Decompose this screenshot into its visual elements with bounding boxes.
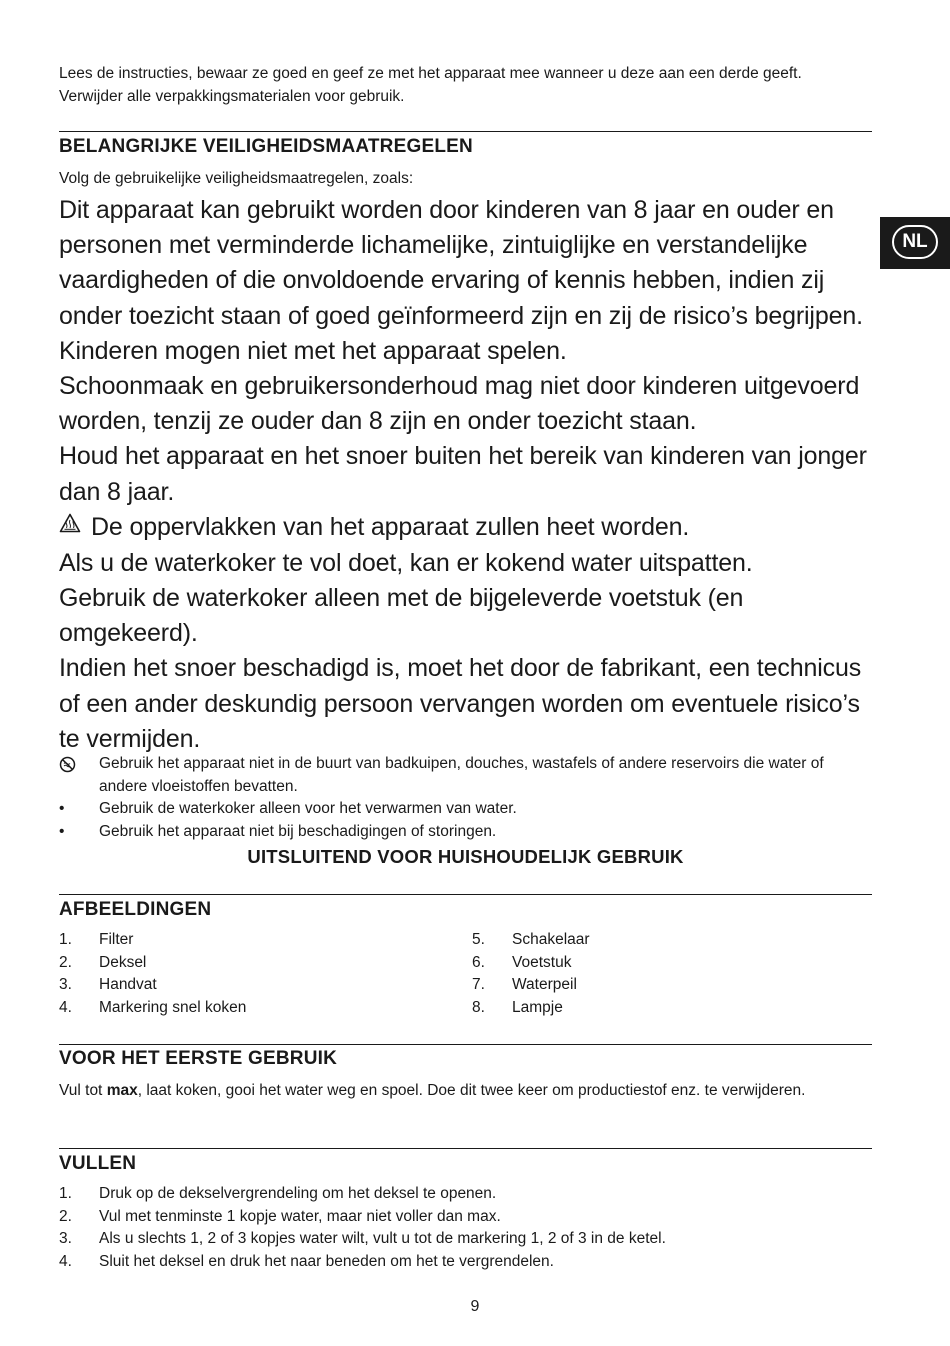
safety-paragraph: Houd het apparaat en het snoer buiten het bereik van kinderen van jonger dan 8 jaar. — [59, 442, 867, 506]
list-item: 6. Voetstuk — [472, 953, 572, 971]
safety-heading: BELANGRIJKE VEILIGHEIDSMAATREGELEN — [59, 136, 473, 157]
list-item: 8. Lampje — [472, 998, 563, 1016]
list-item: 1. Druk op de dekselvergrendeling om het deksel te openen. — [59, 1185, 497, 1202]
section-divider — [59, 1148, 872, 1149]
list-item: 3. Handvat — [59, 976, 157, 994]
household-only-title: UITSLUITEND VOOR HUISHOUDELIJK GEBRUIK — [247, 846, 684, 867]
safety-paragraph: Indien het snoer beschadigd is, moet het door de fabrikant, een technicus of een ander deskundig persoon vervangen worden om eventuele risico’s te vermijden. — [59, 654, 862, 753]
safety-bullets — [59, 753, 872, 843]
list-item: 5. Schakelaar — [472, 931, 590, 948]
filling-steps — [59, 1183, 666, 1273]
filling-heading: VULLEN — [59, 1153, 137, 1174]
first-use-heading: VOOR HET EERSTE GEBRUIK — [59, 1048, 338, 1069]
list-item: Gebruik het apparaat niet in de buurt van badkuipen, douches, wastafels of andere reservoirs die water of andere vloeistoffen bevatten. — [59, 753, 872, 798]
figures-heading: AFBEELDINGEN — [59, 899, 212, 920]
safety-paragraph: Als u de waterkoker te vol doet, kan er kokend water uitspatten. — [59, 548, 753, 577]
page-number: 9 — [470, 1298, 480, 1315]
safety-paragraph: Gebruik de waterkoker alleen met de bijgeleverde voetstuk (en omgekeerd). — [59, 584, 744, 648]
section-divider — [59, 1044, 872, 1045]
list-item: 1. Filter — [59, 931, 134, 948]
list-item: • Gebruik het apparaat niet bij beschadigingen of storingen. — [59, 821, 872, 844]
figures-list-right — [472, 929, 590, 1019]
safety-subheading: Volg de gebruikelijke veiligheidsmaatregelen, zoals: — [59, 170, 414, 187]
first-use-text: Vul tot max, laat koken, gooi het water weg en spoel. Doe dit twee keer om productiestof enz. te verwijderen. — [59, 1082, 806, 1099]
safety-paragraph: Schoonmaak en gebruikersonderhoud mag niet door kinderen uitgevoerd worden, tenzij ze ouder dan 8 zijn en onder toezicht staan. — [59, 372, 860, 436]
safety-large-text — [59, 193, 879, 757]
list-item: 2. Deksel — [59, 953, 147, 971]
figures-list-left — [59, 929, 246, 1019]
bullet-dot-icon: • — [59, 822, 65, 840]
list-item: 4. Markering snel koken — [59, 998, 247, 1016]
safety-paragraph-hot-surface: De oppervlakken van het apparaat zullen heet worden. — [59, 510, 879, 546]
section-divider — [59, 894, 872, 895]
language-badge: NL — [892, 225, 938, 259]
list-item: 3. Als u slechts 1, 2 of 3 kopjes water wilt, vult u tot de markering 1, 2 of 3 in de ketel. — [59, 1230, 666, 1248]
bullet-dot-icon: • — [59, 800, 65, 817]
no-water-icon — [59, 753, 79, 778]
intro-text: Lees de instructies, bewaar ze goed en geef ze met het apparaat mee wanneer u deze aan een derde geeft. Verwijder alle verpakkingsmaterialen voor gebruik. — [59, 65, 802, 105]
section-divider — [59, 131, 872, 132]
safety-paragraph: Kinderen mogen niet met het apparaat spelen. — [59, 336, 567, 365]
list-item: 7. Waterpeil — [472, 976, 577, 994]
list-item: • Gebruik de waterkoker alleen voor het verwarmen van water. — [59, 798, 872, 821]
language-tab — [880, 217, 950, 269]
safety-paragraph: Dit apparaat kan gebruikt worden door kinderen van 8 jaar en ouder en personen met verminderde lichamelijke, zintuiglijke en verstandelijke vaardigheden of die onvoldoende ervaring of kennis hebben, indien zij onder toezicht staan of goed geïnformeerd zijn en zij de risico’s begrijpen. — [59, 196, 863, 330]
hot-surface-warning-icon — [59, 508, 81, 543]
list-item: 4. Sluit het deksel en druk het naar beneden om het te vergrendelen. — [59, 1252, 554, 1270]
list-item: 2. Vul met tenminste 1 kopje water, maar niet voller dan max. — [59, 1207, 501, 1225]
